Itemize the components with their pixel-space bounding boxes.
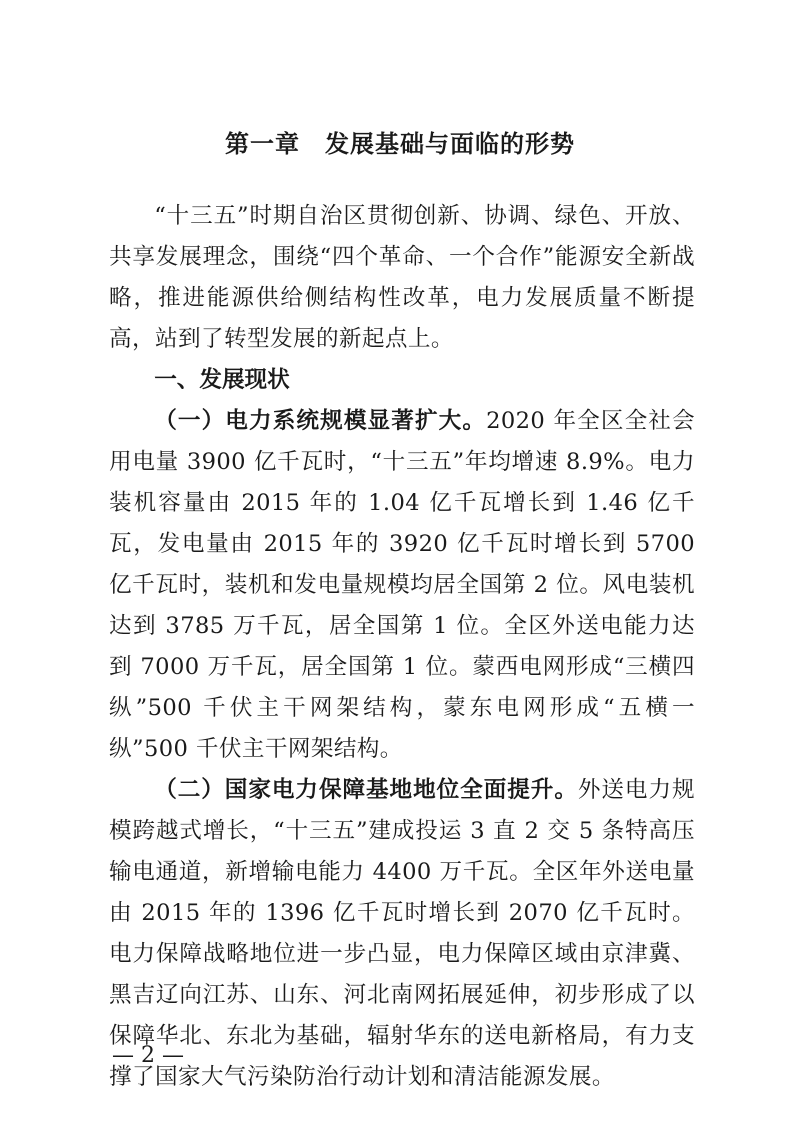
section-heading: 一、发展现状	[154, 367, 290, 393]
page-number: — 2 —	[112, 1043, 184, 1068]
item-paragraph-2	[109, 770, 695, 1098]
chapter-title: 第一章 发展基础与面临的形势	[225, 130, 575, 158]
item-text-2: 外送电力规模跨越式增长，“十三五”建成投运 3 直 2 交 5 条特高压输电通道，新增输电能力 4400 万千瓦。全区年外送电量由 2015 年的 1396 亿千瓦时增长到 2070 亿千瓦时。电力保障战略地位进一步凸显，电力保障区域由京津冀、黑吉辽向江苏、山东、河北南网拓展延伸，初步形成了以保障华北、东北为基础，辐射华东的送电新格局，有力支撑了国家大气污染防治行动计划和清洁能源发展。	[109, 777, 696, 1090]
item-title-2: （二）国家电力保障基地地位全面提升。	[154, 777, 578, 803]
document-body	[109, 196, 695, 1098]
item-title-1: （一）电力系统规模显著扩大。	[154, 408, 487, 434]
item-paragraph-1	[109, 401, 695, 770]
item-text-1: 2020 年全区全社会用电量 3900 亿千瓦时，“十三五”年均增速 8.9%。电力装机容量由 2015 年的 1.04 亿千瓦增长到 1.46 亿千瓦，发电量由 2015 年的 3920 亿千瓦时增长到 5700 亿千瓦时，装机和发电量规模均居全国第 2 位。风电装机达到 3785 万千瓦，居全国第 1 位。全区外送电能力达到 7000 万千瓦，居全国第 1 位。蒙西电网形成“三横四纵”500 千伏主干网架结构，蒙东电网形成“五横一纵”500 千伏主干网架结构。	[109, 408, 695, 762]
intro-paragraph: “十三五”时期自治区贯彻创新、协调、绿色、开放、共享发展理念，围绕“四个革命、一个合作”能源安全新战略，推进能源供给侧结构性改革，电力发展质量不断提高，站到了转型发展的新起点上。	[109, 203, 695, 352]
